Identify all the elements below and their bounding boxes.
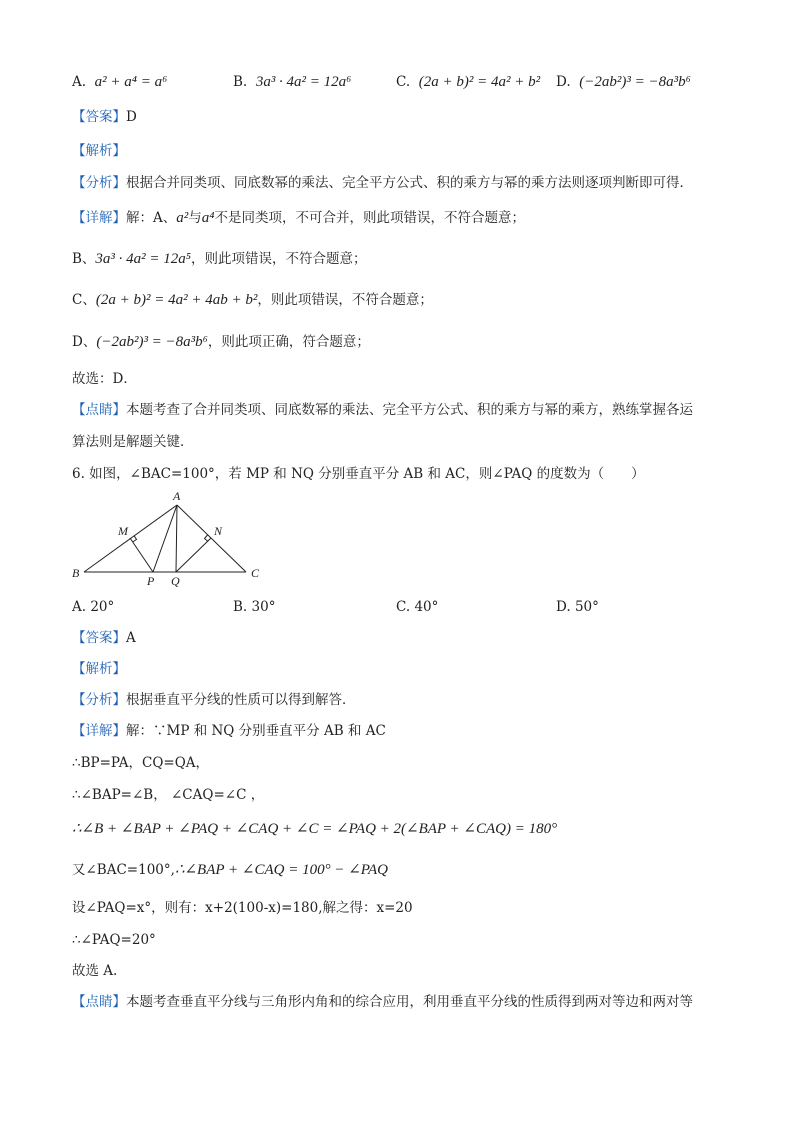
q5-option-a-expr: a² + a⁴ = a⁶ xyxy=(94,74,168,90)
q6-step-2: ∴∠BAP=∠B， ∠CAQ=∠C ， xyxy=(72,787,265,803)
q6-option-a: A. 20° xyxy=(72,599,115,615)
q5-conclusion: 故选：D． xyxy=(72,371,137,387)
q5-option-b-expr: 3a³ · 4a² = 12a⁶ xyxy=(255,74,352,90)
q6-step-1: ∴BP=PA，CQ=QA， xyxy=(72,755,210,771)
q6-stem: 6. 如图，∠BAC=100°，若 MP 和 NQ 分别垂直平分 AB 和 AC，则∠PAQ 的度数为（ ） xyxy=(72,466,645,482)
right-angle-mark-n xyxy=(205,535,209,542)
q6-conclusion: 故选 A. xyxy=(72,963,118,979)
label-q: Q xyxy=(171,574,180,588)
q6-analysis-heading: 【解析】 xyxy=(72,661,126,677)
q6-answer: 【答案】A xyxy=(72,630,136,646)
q6-step-3: ∴∠B + ∠BAP + ∠PAQ + ∠CAQ + ∠C = ∠PAQ + 2(∠BAP + ∠CAQ) = 180° xyxy=(72,821,558,837)
q5-xiangjie-c: C、(2a + b)² = 4a² + 4ab + b²，则此项错误，不符合题意； xyxy=(72,292,433,308)
segment-ac xyxy=(177,505,246,572)
q5-option-c: C. (2a + b)² = 4a² + b² xyxy=(396,74,541,90)
q5-dianjing-2: 算法则是解题关键． xyxy=(72,434,194,450)
q6-dianjing: 【点睛】本题考查垂直平分线与三角形内角和的综合应用，利用垂直平分线的性质得到两对等边和两对等 xyxy=(72,994,693,1010)
q5-option-a: A. a² + a⁴ = a⁶ xyxy=(72,74,168,90)
q5-option-c-expr: (2a + b)² = 4a² + b² xyxy=(418,74,541,90)
q6-triangle-figure xyxy=(68,486,268,590)
q6-step-5: 设∠PAQ=x°，则有：x+2(100-x)=180,解之得：x=20 xyxy=(72,900,413,916)
label-a: A xyxy=(173,489,181,503)
segment-ap xyxy=(153,505,177,572)
q5-option-b: B. 3a³ · 4a² = 12a⁶ xyxy=(233,74,352,90)
q6-option-b: B. 30° xyxy=(233,599,276,615)
q5-answer: 【答案】D xyxy=(72,109,137,125)
q6-step-4: 又∠BAC=100°,∴∠BAP + ∠CAQ = 100° − ∠PAQ xyxy=(72,862,388,878)
q5-dianjing-1: 【点睛】本题考查了合并同类项、同底数幂的乘法、完全平方公式、积的乘方与幂的乘方，熟练掌握各运 xyxy=(72,402,693,418)
segment-nq xyxy=(176,538,211,572)
q5-xiangjie-a: 【详解】解：A、a²与a⁴不是同类项，不可合并，则此项错误，不符合题意； xyxy=(72,210,525,226)
segment-mp xyxy=(130,538,153,572)
q5-fenxi: 【分析】根据合并同类项、同底数幂的乘法、完全平方公式、积的乘方与幂的乘方法则逐项判断即可得． xyxy=(72,175,693,191)
q5-option-d: D. (−2ab²)³ = −8a³b⁶ xyxy=(556,74,691,90)
label-p: P xyxy=(147,574,155,588)
q5-xiangjie-b: B、3a³ · 4a² = 12a⁵，则此项错误，不符合题意； xyxy=(72,251,367,267)
q5-option-d-expr: (−2ab²)³ = −8a³b⁶ xyxy=(579,74,691,90)
label-m: M xyxy=(118,524,128,538)
segment-aq xyxy=(176,505,177,572)
label-c: C xyxy=(251,566,260,580)
q5-analysis-heading: 【解析】 xyxy=(72,143,126,159)
q6-option-d: D. 50° xyxy=(556,599,599,615)
q5-xiangjie-d: D、(−2ab²)³ = −8a³b⁶，则此项正确，符合题意； xyxy=(72,334,370,350)
q6-option-c: C. 40° xyxy=(396,599,439,615)
label-n: N xyxy=(214,524,223,538)
label-b: B xyxy=(72,566,80,580)
q6-fenxi: 【分析】根据垂直平分线的性质可以得到解答． xyxy=(72,692,356,708)
q6-xiangjie: 【详解】解：∵MP 和 NQ 分别垂直平分 AB 和 AC xyxy=(72,723,386,739)
q6-step-6: ∴∠PAQ=20° xyxy=(72,932,156,948)
